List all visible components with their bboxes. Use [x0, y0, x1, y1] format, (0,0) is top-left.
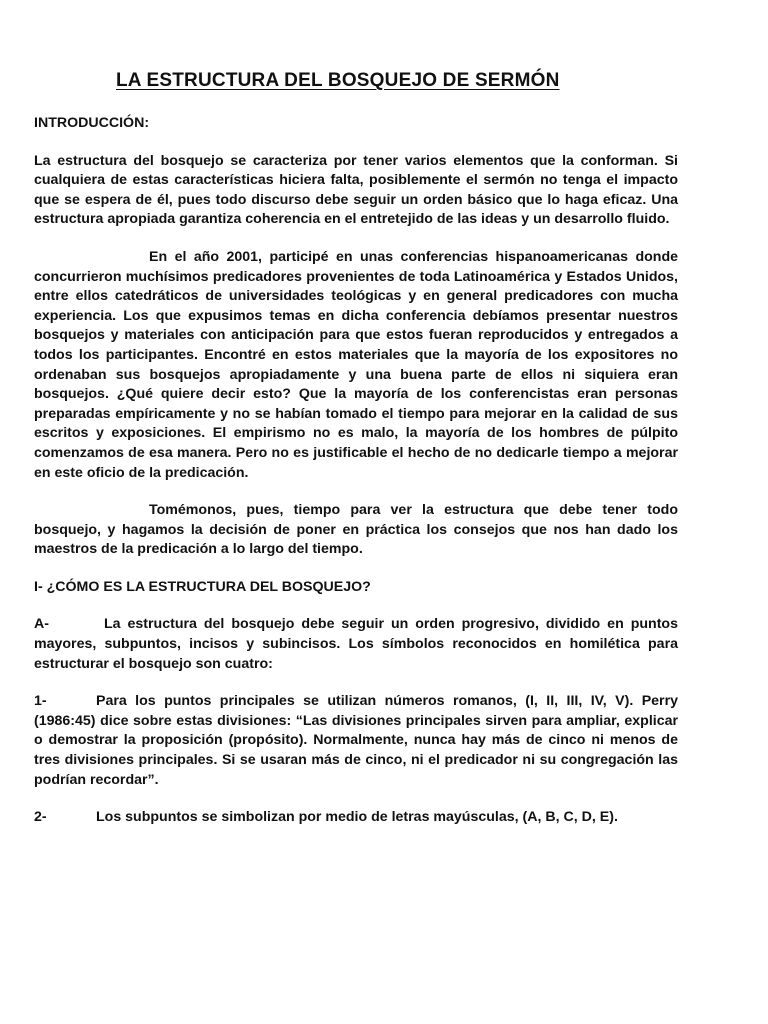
section-heading: I- ¿CÓMO ES LA ESTRUCTURA DEL BOSQUEJO?: [34, 578, 371, 595]
item-2: [34, 808, 678, 828]
item-1-label: 1-: [34, 693, 47, 710]
document-title: LA ESTRUCTURA DEL BOSQUEJO DE SERMÓN: [116, 70, 560, 91]
item-a-text: La estructura del bosquejo debe seguir un orden progresivo, dividido en puntos mayores, subpuntos, incisos y subincisos. Los símbolos reconocidos en homilética para estructurar el bosquejo son cuatro:: [34, 616, 678, 672]
item-1: [34, 692, 678, 790]
intro-heading: INTRODUCCIÓN:: [34, 115, 150, 131]
conference-paragraph: En el año 2001, participé en unas conferencias hispanoamericanas donde concurrieron muchísimos predicadores provenientes de toda Latinoamérica y Estados Unidos, entre ellos catedráticos de universidades teológicas y en general predicadores con mucha experiencia. Los que expusimos temas en dicha conferencia debíamos presentar nuestros bosquejos y materiales con anticipación para que estos fueran reproducidos y entregados a todos los participantes. Encontré en estos materiales que la mayoría de los expositores no ordenaban sus bosquejos apropiadamente y una buena parte de ellos ni siquiera eran bosquejos. ¿Qué quiere decir esto? Que la mayoría de los conferencistas eran personas preparadas empíricamente y no se habían tomado el tiempo para mejorar en la calidad de sus escritos y exposiciones. El empirismo no es malo, la mayoría de los hombres de púlpito comenzamos de esa manera. Pero no es justificable el hecho de no dedicarle tiempo a mejorar en este oficio de la predicación.: [34, 248, 678, 481]
item-a-label: A-: [34, 616, 49, 633]
item-2-text: Los subpuntos se simbolizan por medio de letras mayúsculas, (A, B, C, D, E).: [96, 809, 618, 826]
item-a: [34, 615, 678, 674]
intro-paragraph: La estructura del bosquejo se caracteriza por tener varios elementos que la conforman. Si cualquiera de estas características hiciera falta, posiblemente el sermón no tenga el impacto que se espera de él, pues todo discurso debe seguir un orden básico que lo haga eficaz. Una estructura apropiada garantiza coherencia en el entretejido de las ideas y un desarrollo fluido.: [34, 152, 678, 228]
closing-paragraph: Tomémonos, pues, tiempo para ver la estructura que debe tener todo bosquejo, y hagamos la decisión de poner en práctica los consejos que nos han dado los maestros de la predicación a lo largo del tiempo.: [34, 502, 678, 558]
item-2-label: 2-: [34, 809, 47, 826]
item-1-text: Para los puntos principales se utilizan números romanos, (I, II, III, IV, V). Perry (1986:45) dice sobre estas divisiones: “Las divisiones principales sirven para ampliar, explicar o demostrar la proposición (propósito). Normalmente, nunca hay más de cinco ni menos de tres divisiones principales. Si se usaran más de cinco, ni el predicador ni su congregación las podrían recordar”.: [34, 693, 678, 788]
